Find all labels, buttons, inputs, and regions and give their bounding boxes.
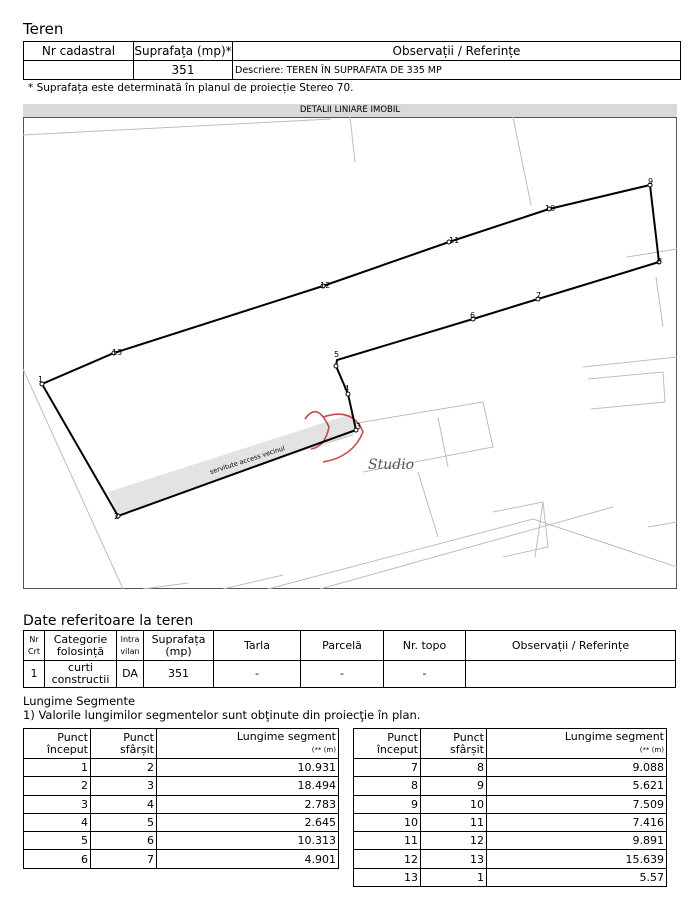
- segment-end: 3: [91, 777, 157, 795]
- segment-start: 6: [24, 850, 91, 868]
- header-suprafata: Suprafața (mp): [144, 631, 214, 661]
- segment-row: [24, 850, 339, 868]
- servitude-label: servitute access vecinul: [208, 444, 286, 476]
- header-categorie: Categorie folosință: [45, 631, 117, 661]
- segment-row: [354, 777, 667, 795]
- segment-row: [24, 813, 339, 831]
- segment-row: [354, 868, 667, 886]
- cell-observatii: Descriere: TEREN ÎN SUPRAFATA DE 335 MP: [233, 61, 681, 80]
- segment-start: 11: [354, 832, 421, 850]
- projection-note: * Suprafața este determinată în planul de proiecție Stereo 70.: [28, 82, 354, 94]
- segment-end: 5: [91, 813, 157, 831]
- segment-end: 7: [91, 850, 157, 868]
- segment-row: [354, 850, 667, 868]
- point-11-label: 11: [449, 236, 460, 245]
- watermark-text: Studio: [368, 457, 415, 473]
- segment-length: 2.645: [157, 813, 339, 831]
- point-4-label: 4: [344, 384, 350, 393]
- segment-start: 3: [24, 795, 91, 813]
- segment-end: 2: [91, 759, 157, 777]
- point-9-label: 9: [648, 177, 654, 186]
- segment-end: 12: [421, 832, 487, 850]
- header-lungime-unit: (** (m): [639, 746, 664, 754]
- header-parcela: Parcelă: [301, 631, 384, 661]
- segment-length: 7.416: [487, 813, 667, 831]
- segment-row: [24, 777, 339, 795]
- header-suprafata: Suprafața (mp)*: [134, 42, 233, 61]
- segment-row: [354, 832, 667, 850]
- segments-table-right: [353, 728, 667, 887]
- segment-row: [354, 813, 667, 831]
- header-lungime: [487, 729, 667, 759]
- point-5-marker: [334, 364, 338, 368]
- segment-end: 4: [91, 795, 157, 813]
- header-punct-inceput: Punct început: [354, 729, 421, 759]
- section-title-segmente: Lungime Segmente: [23, 694, 136, 708]
- header-lungime-label: Lungime segment: [236, 730, 336, 743]
- segment-row: [354, 795, 667, 813]
- segment-length: 5.621: [487, 777, 667, 795]
- segment-start: 10: [354, 813, 421, 831]
- point-5-label: 5: [334, 350, 340, 359]
- point-13-label: 13: [112, 348, 123, 357]
- segment-start: 7: [354, 759, 421, 777]
- point-3-label: 3: [356, 422, 362, 431]
- segment-start: 5: [24, 832, 91, 850]
- cell-intravilan: DA: [117, 661, 144, 688]
- section-title-teren: Teren: [23, 20, 64, 38]
- point-6-label: 6: [470, 311, 476, 320]
- segment-length: 2.783: [157, 795, 339, 813]
- point-8-label: 8: [657, 257, 663, 266]
- segment-length: 10.313: [157, 832, 339, 850]
- header-lungime: [157, 729, 339, 759]
- segment-end: 11: [421, 813, 487, 831]
- segment-length: 18.494: [157, 777, 339, 795]
- cadastral-plan: [23, 117, 677, 589]
- point-12-label: 12: [320, 281, 331, 290]
- cell-nr-cadastral: [24, 61, 134, 80]
- cell-tarla: -: [214, 661, 301, 688]
- segment-start: 2: [24, 777, 91, 795]
- segment-start: 12: [354, 850, 421, 868]
- segment-start: 9: [354, 795, 421, 813]
- segment-end: 6: [91, 832, 157, 850]
- point-1-label: 1: [38, 375, 44, 384]
- header-punct-inceput: Punct început: [24, 729, 91, 759]
- segment-length: 4.901: [157, 850, 339, 868]
- header-observatii: Observații / Referințe: [466, 631, 676, 661]
- segment-start: 8: [354, 777, 421, 795]
- header-observatii: Observații / Referințe: [233, 42, 681, 61]
- point-7-label: 7: [536, 291, 542, 300]
- segment-length: 9.891: [487, 832, 667, 850]
- cell-parcela: -: [301, 661, 384, 688]
- header-nr-cadastral: Nr cadastral: [24, 42, 134, 61]
- segment-length: 7.509: [487, 795, 667, 813]
- header-lungime-unit: (** (m): [311, 746, 336, 754]
- cell-suprafata: 351: [134, 61, 233, 80]
- section-title-date-teren: Date referitoare la teren: [23, 613, 194, 629]
- point-2-label: 2: [114, 512, 120, 521]
- segment-start: 13: [354, 868, 421, 886]
- header-tarla: Tarla: [214, 631, 301, 661]
- segment-row: [24, 759, 339, 777]
- header-intravilan: Intra vilan: [117, 631, 144, 661]
- segment-length: 15.639: [487, 850, 667, 868]
- segment-row: [354, 759, 667, 777]
- header-punct-sfarsit: Punct sfârșit: [91, 729, 157, 759]
- segment-end: 10: [421, 795, 487, 813]
- segment-length: 5.57: [487, 868, 667, 886]
- cell-observatii: [466, 661, 676, 688]
- header-nr-topo: Nr. topo: [384, 631, 466, 661]
- plan-header: DETALII LINIARE IMOBIL: [23, 104, 677, 117]
- teren-table: [23, 41, 681, 80]
- date-teren-table: [23, 630, 676, 688]
- segment-row: [24, 832, 339, 850]
- segment-end: 8: [421, 759, 487, 777]
- segment-note: 1) Valorile lungimilor segmentelor sunt obţinute din proiecţie în plan.: [23, 708, 421, 722]
- point-10-label: 10: [545, 204, 556, 213]
- cell-nr-topo: -: [384, 661, 466, 688]
- cell-suprafata: 351: [144, 661, 214, 688]
- segment-end: 1: [421, 868, 487, 886]
- segments-table-left: [23, 728, 339, 869]
- header-lungime-label: Lungime segment: [564, 730, 664, 743]
- segment-end: 9: [421, 777, 487, 795]
- segment-length: 9.088: [487, 759, 667, 777]
- segment-start: 4: [24, 813, 91, 831]
- segment-end: 13: [421, 850, 487, 868]
- cell-categorie: curti constructii: [45, 661, 117, 688]
- segment-row: [24, 795, 339, 813]
- cell-nr-crt: 1: [24, 661, 45, 688]
- segment-start: 1: [24, 759, 91, 777]
- segment-length: 10.931: [157, 759, 339, 777]
- header-punct-sfarsit: Punct sfârșit: [421, 729, 487, 759]
- header-nr-crt: Nr Crt: [24, 631, 45, 661]
